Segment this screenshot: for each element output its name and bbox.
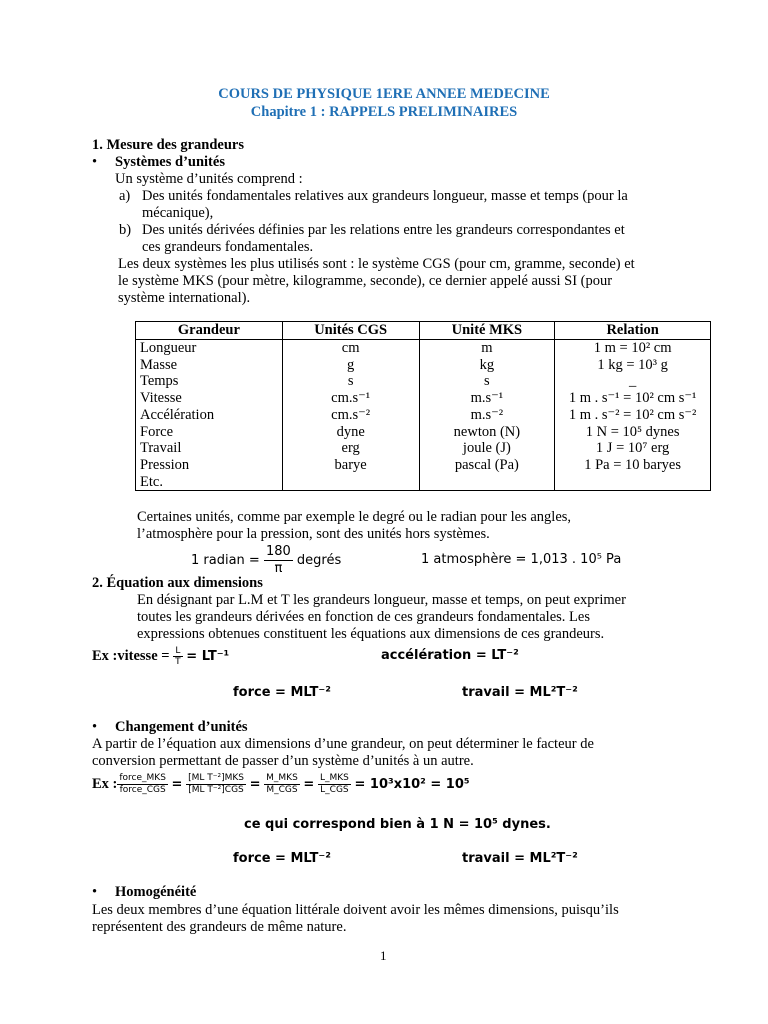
page-number: 1 bbox=[380, 948, 387, 963]
bullet-icon: • bbox=[92, 719, 98, 735]
units-table bbox=[135, 321, 711, 491]
cell-cgs bbox=[282, 474, 419, 491]
vitesse-denominator: T bbox=[175, 657, 181, 668]
fraction-4-numerator: L_MKS bbox=[319, 773, 349, 784]
bullet-icon: • bbox=[92, 884, 98, 900]
systems-paragraph-line2: le système MKS (pour mètre, kilogramme, seconde), ce dernier appelé aussi SI (pour bbox=[118, 273, 613, 289]
table-row bbox=[136, 457, 711, 474]
dimensions-line1: En désignant par L.M et T les grandeurs longueur, masse et temps, on peut exprimer bbox=[137, 592, 626, 608]
conversion-fraction-4 bbox=[318, 773, 351, 796]
radian-fraction bbox=[264, 544, 293, 577]
radian-numerator: 180 bbox=[265, 544, 291, 559]
cell-grandeur: Etc. bbox=[136, 474, 283, 491]
fraction-4-denominator: L_CGS bbox=[320, 785, 349, 796]
cell-relation: 1 m . s⁻² = 10² cm s⁻² bbox=[555, 407, 711, 424]
table-header-row bbox=[136, 322, 711, 340]
fraction-1-denominator: force_CGS bbox=[119, 785, 166, 796]
table-row bbox=[136, 357, 711, 374]
homogeneity-line2: représentent des grandeurs de même nature. bbox=[92, 919, 347, 935]
cell-mks bbox=[419, 474, 555, 491]
travail-formula: travail = ML²T⁻² bbox=[462, 685, 578, 700]
fraction-3-denominator: M_CGS bbox=[266, 785, 298, 796]
conversion-fraction-3 bbox=[264, 773, 300, 796]
cell-relation bbox=[555, 474, 711, 491]
cell-relation: 1 kg = 10³ g bbox=[555, 357, 711, 374]
units-intro: Un système d’unités comprend : bbox=[115, 171, 303, 187]
cell-mks: m.s⁻¹ bbox=[419, 390, 555, 407]
fraction-2-numerator: [ML T⁻²]MKS bbox=[188, 773, 244, 784]
unit-change-line1: A partir de l’équation aux dimensions d’une grandeur, on peut déterminer le facteur de bbox=[92, 736, 594, 752]
item-a-line1: Des unités fondamentales relatives aux grandeurs longueur, masse et temps (pour la bbox=[142, 188, 628, 204]
force-formula: force = MLT⁻² bbox=[233, 685, 331, 700]
cell-mks: joule (J) bbox=[419, 440, 555, 457]
header-grandeur: Grandeur bbox=[136, 322, 283, 340]
cell-cgs: cm.s⁻² bbox=[282, 407, 419, 424]
acceleration-formula: accélération = LT⁻² bbox=[381, 648, 519, 663]
equals-1: = bbox=[171, 777, 183, 792]
homogeneity-line1: Les deux membres d’une équation littérale doivent avoir les mêmes dimensions, puisqu’ils bbox=[92, 902, 619, 918]
section-1-heading: 1. Mesure des grandeurs bbox=[92, 137, 244, 153]
systems-paragraph-line1: Les deux systèmes les plus utilisés sont : le système CGS (pour cm, gramme, seconde) et bbox=[118, 256, 635, 272]
item-b-line1: Des unités dérivées définies par les relations entre les grandeurs correspondantes et bbox=[142, 222, 625, 238]
hors-systemes-line1: Certaines unités, comme par exemple le degré ou le radian pour les angles, bbox=[137, 509, 572, 525]
cell-mks: s bbox=[419, 373, 555, 390]
vitesse-rhs: = LT⁻¹ bbox=[186, 649, 230, 664]
cell-cgs: barye bbox=[282, 457, 419, 474]
item-a-marker: a) bbox=[119, 188, 131, 204]
cell-relation: 1 Pa = 10 baryes bbox=[555, 457, 711, 474]
fraction-1-numerator: force_MKS bbox=[119, 773, 166, 784]
vitesse-label: Ex :vitesse = bbox=[92, 648, 170, 664]
equals-2: = bbox=[249, 777, 261, 792]
cell-mks: pascal (Pa) bbox=[419, 457, 555, 474]
header-mks: Unité MKS bbox=[419, 322, 555, 340]
table-row bbox=[136, 474, 711, 491]
cell-relation: 1 m . s⁻¹ = 10² cm s⁻¹ bbox=[555, 390, 711, 407]
unit-change-heading: Changement d’unités bbox=[115, 719, 248, 735]
conversion-conclusion: ce qui correspond bien à 1 N = 10⁵ dynes. bbox=[244, 817, 551, 832]
radian-lhs: 1 radian = bbox=[191, 553, 260, 568]
cell-grandeur: Longueur bbox=[136, 340, 283, 357]
cell-grandeur: Masse bbox=[136, 357, 283, 374]
cell-relation: 1 m = 10² cm bbox=[555, 340, 711, 357]
cell-mks: newton (N) bbox=[419, 424, 555, 441]
systems-paragraph-line3: système international). bbox=[118, 290, 251, 306]
table-row bbox=[136, 424, 711, 441]
vitesse-numerator: L bbox=[173, 646, 183, 657]
cell-grandeur: Accélération bbox=[136, 407, 283, 424]
cell-cgs: s bbox=[282, 373, 419, 390]
dimensions-line3: expressions obtenues constituent les équations aux dimensions de ces grandeurs. bbox=[137, 626, 605, 642]
radian-denominator: π bbox=[274, 561, 283, 576]
cell-mks: kg bbox=[419, 357, 555, 374]
cell-grandeur: Pression bbox=[136, 457, 283, 474]
atmosphere-formula: 1 atmosphère = 1,013 . 10⁵ Pa bbox=[421, 552, 622, 567]
cell-cgs: cm bbox=[282, 340, 419, 357]
cell-relation: 1 N = 10⁵ dynes bbox=[555, 424, 711, 441]
table-row bbox=[136, 373, 711, 390]
cell-cgs: dyne bbox=[282, 424, 419, 441]
cell-relation: _ bbox=[555, 373, 711, 390]
bullet-icon: • bbox=[92, 154, 98, 170]
conversion-example bbox=[92, 769, 470, 799]
cell-cgs: g bbox=[282, 357, 419, 374]
homogeneity-heading: Homogénéité bbox=[115, 884, 197, 900]
cell-relation: 1 J = 10⁷ erg bbox=[555, 440, 711, 457]
document-title: COURS DE PHYSIQUE 1ERE ANNEE MEDECINE bbox=[218, 86, 550, 102]
vitesse-fraction bbox=[173, 646, 183, 667]
fraction-2-denominator: [ML T⁻²]CGS bbox=[188, 785, 244, 796]
equals-3: = bbox=[303, 777, 315, 792]
chapter-title: Chapitre 1 : RAPPELS PRELIMINAIRES bbox=[250, 104, 518, 120]
conversion-result: = 10³x10² = 10⁵ bbox=[354, 777, 470, 792]
header-cgs: Unités CGS bbox=[282, 322, 419, 340]
table-row bbox=[136, 340, 711, 357]
item-b-marker: b) bbox=[119, 222, 132, 238]
hors-systemes-line2: l’atmosphère pour la pression, sont des unités hors systèmes. bbox=[137, 526, 490, 542]
cell-cgs: cm.s⁻¹ bbox=[282, 390, 419, 407]
cell-cgs: erg bbox=[282, 440, 419, 457]
force-formula-2: force = MLT⁻² bbox=[233, 851, 331, 866]
cell-mks: m bbox=[419, 340, 555, 357]
travail-formula-2: travail = ML²T⁻² bbox=[462, 851, 578, 866]
cell-grandeur: Force bbox=[136, 424, 283, 441]
cell-grandeur: Temps bbox=[136, 373, 283, 390]
table-row bbox=[136, 390, 711, 407]
cell-grandeur: Vitesse bbox=[136, 390, 283, 407]
dimensions-line2: toutes les grandeurs dérivées en fonction de ces grandeurs fondamentales. Les bbox=[137, 609, 590, 625]
header-relation: Relation bbox=[555, 322, 711, 340]
unit-change-line2: conversion permettant de passer d’un système d’unités à un autre. bbox=[92, 753, 474, 769]
conversion-fraction-2 bbox=[186, 773, 246, 796]
vitesse-example bbox=[92, 642, 229, 670]
cell-grandeur: Travail bbox=[136, 440, 283, 457]
item-b-line2: ces grandeurs fondamentales. bbox=[142, 239, 314, 255]
conversion-label: Ex : bbox=[92, 776, 118, 792]
cell-mks: m.s⁻² bbox=[419, 407, 555, 424]
radian-formula bbox=[191, 543, 341, 579]
fraction-3-numerator: M_MKS bbox=[266, 773, 298, 784]
conversion-fraction-1 bbox=[117, 773, 168, 796]
radian-rhs: degrés bbox=[296, 553, 342, 568]
units-systems-heading: Systèmes d’unités bbox=[115, 154, 225, 170]
table-row bbox=[136, 440, 711, 457]
table-row bbox=[136, 407, 711, 424]
section-2-heading: 2. Équation aux dimensions bbox=[92, 575, 263, 591]
item-a-line2: mécanique), bbox=[142, 205, 214, 221]
